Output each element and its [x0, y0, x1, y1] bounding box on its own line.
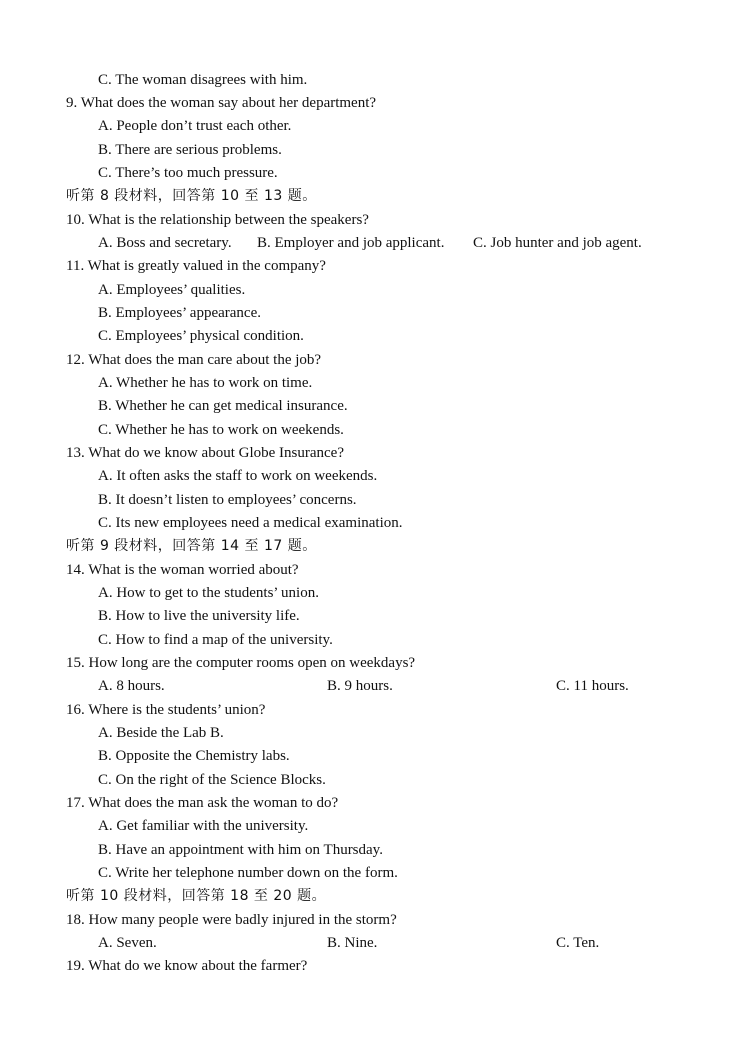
q16-question: 16. Where is the students’ union? — [66, 702, 266, 718]
q11-option-a: A. Employees’ qualities. — [98, 282, 246, 298]
q17-option-a: A. Get familiar with the university. — [98, 818, 309, 834]
q9-question: 9. What does the woman say about her department? — [66, 95, 377, 111]
section-9-instruction: 听第 9 段材料，回答第 14 至 17 题。 — [66, 538, 317, 554]
q12-question: 12. What does the man care about the job? — [66, 352, 322, 368]
q9-option-b: B. There are serious problems. — [98, 142, 282, 158]
q17-question: 17. What does the man ask the woman to do? — [66, 795, 339, 811]
q10-option-c: C. Job hunter and job agent. — [473, 235, 642, 251]
q15-option-b: B. 9 hours. — [327, 678, 393, 694]
section-8-instruction: 听第 8 段材料，回答第 10 至 13 题。 — [66, 188, 317, 204]
q12-option-b: B. Whether he can get medical insurance. — [98, 398, 348, 414]
q19-question: 19. What do we know about the farmer? — [66, 958, 308, 974]
q12-option-c: C. Whether he has to work on weekends. — [98, 422, 344, 438]
q14-question: 14. What is the woman worried about? — [66, 562, 299, 578]
q9-option-c: C. There’s too much pressure. — [98, 165, 278, 181]
q13-option-b: B. It doesn’t listen to employees’ concerns. — [98, 492, 357, 508]
q14-option-a: A. How to get to the students’ union. — [98, 585, 319, 601]
q13-question: 13. What do we know about Globe Insurance? — [66, 445, 344, 461]
q11-option-b: B. Employees’ appearance. — [98, 305, 261, 321]
q18-option-c: C. Ten. — [556, 935, 600, 951]
q16-option-c: C. On the right of the Science Blocks. — [98, 772, 326, 788]
q14-option-b: B. How to live the university life. — [98, 608, 300, 624]
q16-option-a: A. Beside the Lab B. — [98, 725, 224, 741]
q12-option-a: A. Whether he has to work on time. — [98, 375, 313, 391]
q18-question: 18. How many people were badly injured in the storm? — [66, 912, 397, 928]
q11-option-c: C. Employees’ physical condition. — [98, 328, 304, 344]
q15-option-a: A. 8 hours. — [98, 678, 165, 694]
q13-option-a: A. It often asks the staff to work on weekends. — [98, 468, 378, 484]
q16-option-b: B. Opposite the Chemistry labs. — [98, 748, 290, 764]
q17-option-b: B. Have an appointment with him on Thursday. — [98, 842, 383, 858]
q10-option-a: A. Boss and secretary. — [98, 235, 232, 251]
q17-option-c: C. Write her telephone number down on the form. — [98, 865, 398, 881]
q10-question: 10. What is the relationship between the speakers? — [66, 212, 369, 228]
q15-option-c: C. 11 hours. — [556, 678, 629, 694]
q13-option-c: C. Its new employees need a medical examination. — [98, 515, 403, 531]
q15-question: 15. How long are the computer rooms open on weekdays? — [66, 655, 416, 671]
q9-option-a: A. People don’t trust each other. — [98, 118, 292, 134]
q18-option-a: A. Seven. — [98, 935, 157, 951]
q11-question: 11. What is greatly valued in the company? — [66, 258, 326, 274]
q18-option-b: B. Nine. — [327, 935, 378, 951]
q10-option-b: B. Employer and job applicant. — [257, 235, 445, 251]
q14-option-c: C. How to find a map of the university. — [98, 632, 333, 648]
section-10-instruction: 听第 10 段材料，回答第 18 至 20 题。 — [66, 888, 327, 904]
q8-option-c: C. The woman disagrees with him. — [98, 72, 308, 88]
